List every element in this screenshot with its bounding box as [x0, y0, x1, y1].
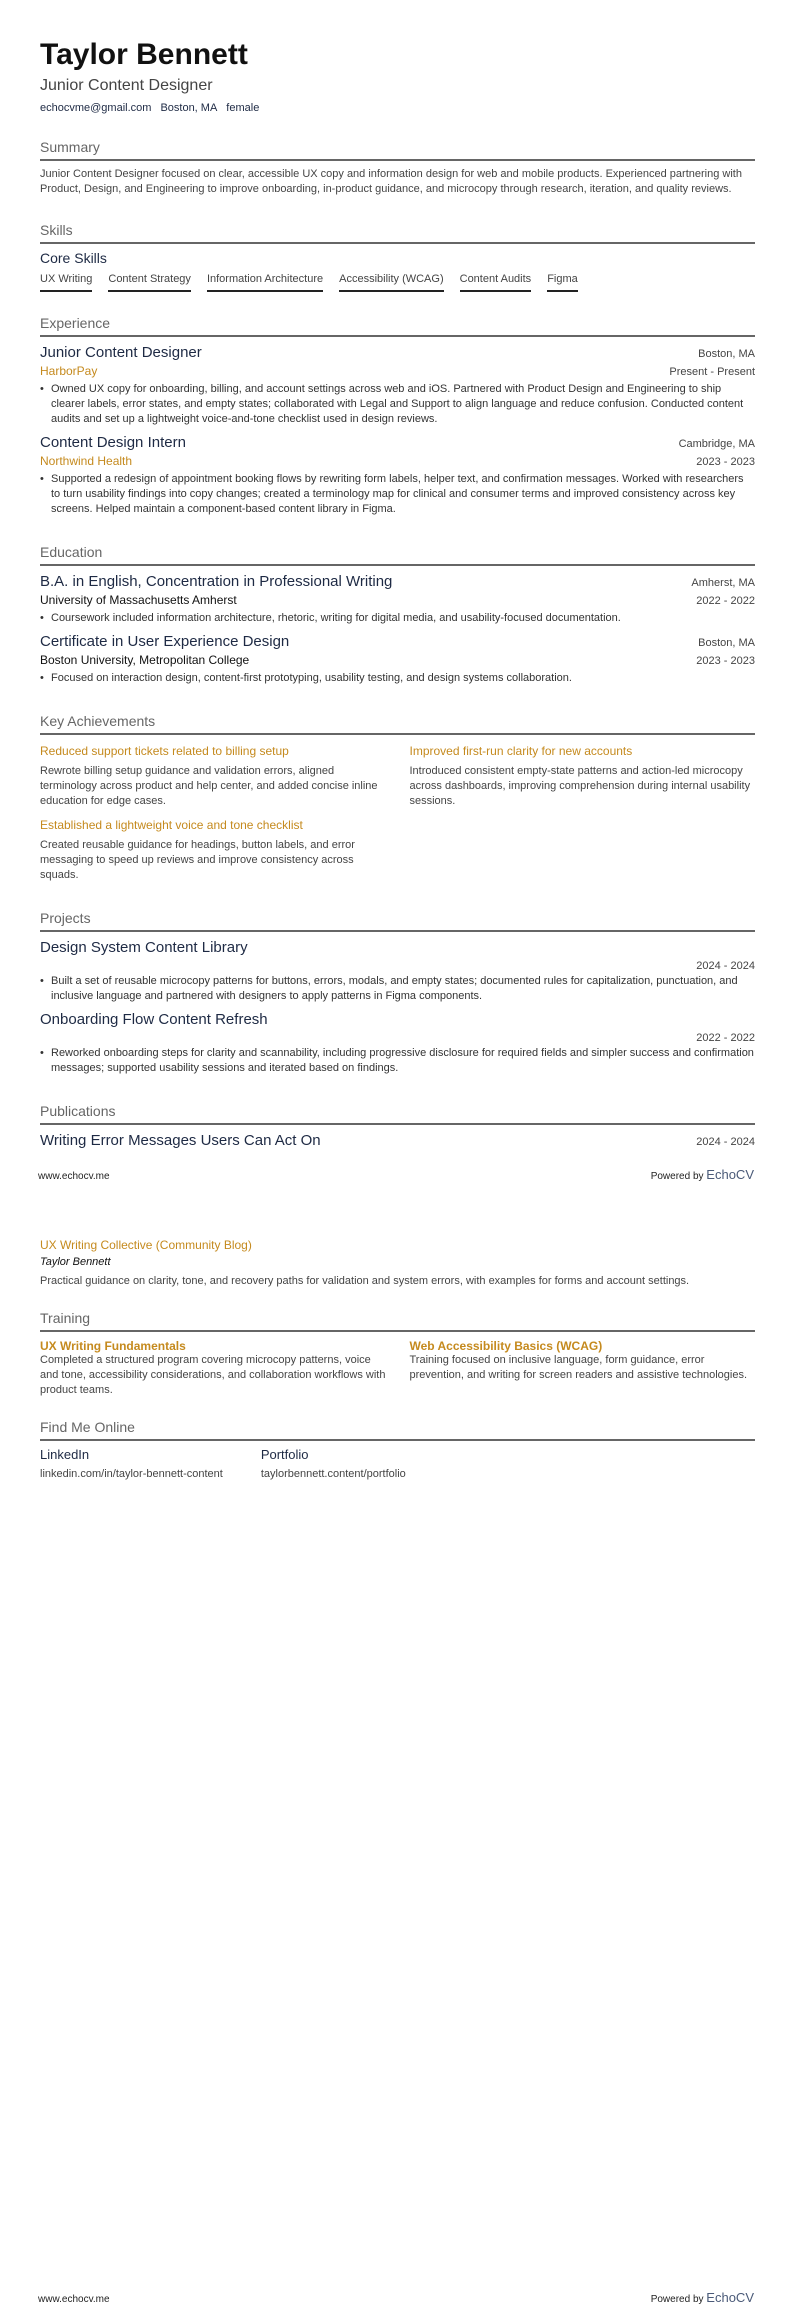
achievement-text: Created reusable guidance for headings, button labels, and error messaging to speed up reviews and improve consistency across squads. [40, 839, 355, 881]
publication-title: Writing Error Messages Users Can Act On [40, 1132, 321, 1149]
brand-logo[interactable]: EchoCV [706, 1167, 754, 1182]
link-label: Portfolio [260, 1447, 309, 1462]
job-bullet: • Owned UX copy for onboarding, billing, and account settings across web and iOS. Partnered with Product Design and Engineering to ship clearer labels, error states, and empty states; collaborated with Legal and Support to align language and reduce confusion. Conducted content audits and set up a lightweight voice-and-tone checklist used in design reviews. [40, 382, 755, 427]
edu-dates: 2023 - 2023 [696, 655, 755, 667]
section-heading: Education [40, 543, 755, 566]
linkedin-url[interactable]: linkedin.com/in/taylor-bennett-content [40, 1468, 223, 1480]
footer-powered [651, 2290, 754, 2305]
project-bullet: • Built a set of reusable microcopy patterns for buttons, errors, modals, and empty states; documented rules for capitalization, punctuation, and inclusive language and partnered with designers to apply patterns in Figma components. [40, 974, 755, 1004]
project-title: Design System Content Library [40, 939, 248, 956]
achievement [40, 809, 386, 883]
job-title: Content Design Intern [40, 434, 186, 451]
training-text: Training focused on inclusive language, form guidance, error prevention, and writing for screen readers and assistive technologies. [409, 1354, 748, 1381]
link-label: LinkedIn [40, 1447, 90, 1462]
skill-group-title: Core Skills [40, 250, 107, 266]
publication-publisher: UX Writing Collective (Community Blog) [40, 1238, 252, 1252]
section-heading: Summary [40, 138, 755, 161]
page-footer [38, 2274, 754, 2305]
skills-section [40, 221, 755, 292]
candidate-title: Junior Content Designer [40, 77, 213, 94]
achievement-title: Established a lightweight voice and tone checklist [40, 818, 303, 832]
skill-tag: Information Architecture [207, 273, 323, 292]
page-footer [38, 1151, 754, 1182]
training-entry [40, 1332, 386, 1398]
achievement-title: Reduced support tickets related to billing setup [40, 744, 289, 758]
achievement [410, 735, 756, 809]
footer-site-link[interactable]: www.echocv.me [38, 1171, 110, 1182]
powered-by-text: Powered by [650, 1171, 704, 1182]
education-entry [40, 632, 755, 686]
company: Northwind Health [40, 454, 133, 468]
project-bullet: • Reworked onboarding steps for clarity and scannability, including progressive disclosure for required fields and simpler success and confirmation messages; supported usability sessions and iterated based on findings. [40, 1046, 755, 1076]
training-section [40, 1309, 755, 1398]
skill-tag: Content Audits [460, 273, 532, 292]
project-entry [40, 1010, 755, 1076]
brand-logo[interactable]: EchoCV [706, 2290, 754, 2305]
skill-tag: Content Strategy [108, 273, 191, 292]
training-text: Completed a structured program covering microcopy patterns, voice and tone, accessibility considerations, and collaboration workflows with product teams. [40, 1354, 386, 1396]
experience-entry [40, 343, 755, 427]
section-heading: Key Achievements [40, 712, 755, 735]
publication-text: Practical guidance on clarity, tone, and recovery paths for validation and system errors, with examples for forms and account settings. [40, 1275, 690, 1287]
footer-site-link[interactable]: www.echocv.me [38, 2294, 110, 2305]
job-dates: 2023 - 2023 [696, 456, 755, 468]
publication-dates: 2024 - 2024 [696, 1136, 755, 1148]
training-title: Web Accessibility Basics (WCAG) [409, 1339, 603, 1353]
company: HarborPay [40, 364, 98, 378]
resume-page-2 [0, 1192, 794, 2315]
online-section [40, 1418, 755, 1480]
footer-powered [651, 1167, 754, 1182]
degree: Certificate in User Experience Design [40, 633, 290, 650]
email[interactable]: echocvme@gmail.com [40, 102, 152, 114]
training-title: UX Writing Fundamentals [40, 1339, 186, 1353]
projects-section [40, 909, 755, 1076]
skill-tag: Accessibility (WCAG) [339, 273, 444, 292]
achievements-section [40, 712, 755, 883]
section-heading: Projects [40, 909, 755, 932]
project-dates: 2024 - 2024 [696, 960, 755, 972]
section-heading: Publications [40, 1102, 755, 1125]
job-bullet: • Supported a redesign of appointment booking flows by rewriting form labels, helper text, and confirmation messages. Worked with researchers to turn usability findings into copy changes; created a terminology map for clinical and consumer terms and improved consistency across key screens. Helped maintain a component-based content library in Figma. [40, 472, 755, 517]
edu-location: Amherst, MA [691, 577, 755, 589]
project-title: Onboarding Flow Content Refresh [40, 1011, 268, 1028]
achievement-text: Introduced consistent empty-state patterns and action-led microcopy across dashboards, improving comprehension during internal usability sessions. [409, 765, 751, 807]
publication-author: Taylor Bennett [40, 1256, 111, 1268]
section-heading: Experience [40, 314, 755, 337]
edu-bullet: • Coursework included information architecture, rhetoric, writing for digital media, and usability-focused documentation. [40, 611, 755, 626]
training-entry [410, 1332, 756, 1398]
school: Boston University, Metropolitan College [40, 653, 250, 667]
gender: female [226, 102, 260, 114]
edu-dates: 2022 - 2022 [696, 595, 755, 607]
education-section [40, 543, 755, 686]
online-link-portfolio [261, 1447, 406, 1480]
section-heading: Find Me Online [40, 1418, 755, 1441]
project-entry [40, 938, 755, 1004]
project-dates: 2022 - 2022 [696, 1032, 755, 1044]
section-heading: Skills [40, 221, 755, 244]
education-entry [40, 572, 755, 626]
achievement-text: Rewrote billing setup guidance and validation errors, aligned terminology across product and help center, and added concise inline education for edge cases. [40, 765, 378, 807]
job-location: Boston, MA [698, 348, 755, 360]
contact-line [40, 102, 755, 114]
job-dates: Present - Present [669, 366, 755, 378]
edu-bullet: • Focused on interaction design, content-first prototyping, usability testing, and design systems collaboration. [40, 671, 755, 686]
section-heading: Training [40, 1309, 755, 1332]
skill-tag: Figma [547, 273, 578, 292]
experience-entry [40, 433, 755, 517]
summary-section [40, 138, 755, 197]
edu-location: Boston, MA [698, 637, 755, 649]
location: Boston, MA [160, 102, 218, 114]
school: University of Massachusetts Amherst [40, 593, 237, 607]
job-location: Cambridge, MA [678, 438, 755, 450]
skill-tag: UX Writing [40, 273, 92, 292]
online-link-linkedin [40, 1447, 223, 1480]
skill-tags [40, 273, 755, 292]
experience-section [40, 314, 755, 517]
job-title: Junior Content Designer [40, 344, 202, 361]
achievement-title: Improved first-run clarity for new accounts [409, 744, 633, 758]
achievement [40, 735, 386, 809]
candidate-name: Taylor Bennett [40, 38, 248, 71]
degree: B.A. in English, Concentration in Professional Writing [40, 573, 393, 590]
portfolio-url[interactable]: taylorbennett.content/portfolio [260, 1468, 406, 1480]
publications-section [40, 1102, 755, 1151]
summary-text: Junior Content Designer focused on clear, accessible UX copy and information design for web and mobile products. Experienced partnering with Product, Design, and Engineering to improve onboarding, in-product guidance, and microcopy through research, iteration, and quality reviews. [40, 168, 742, 195]
powered-by-text: Powered by [650, 2294, 704, 2305]
